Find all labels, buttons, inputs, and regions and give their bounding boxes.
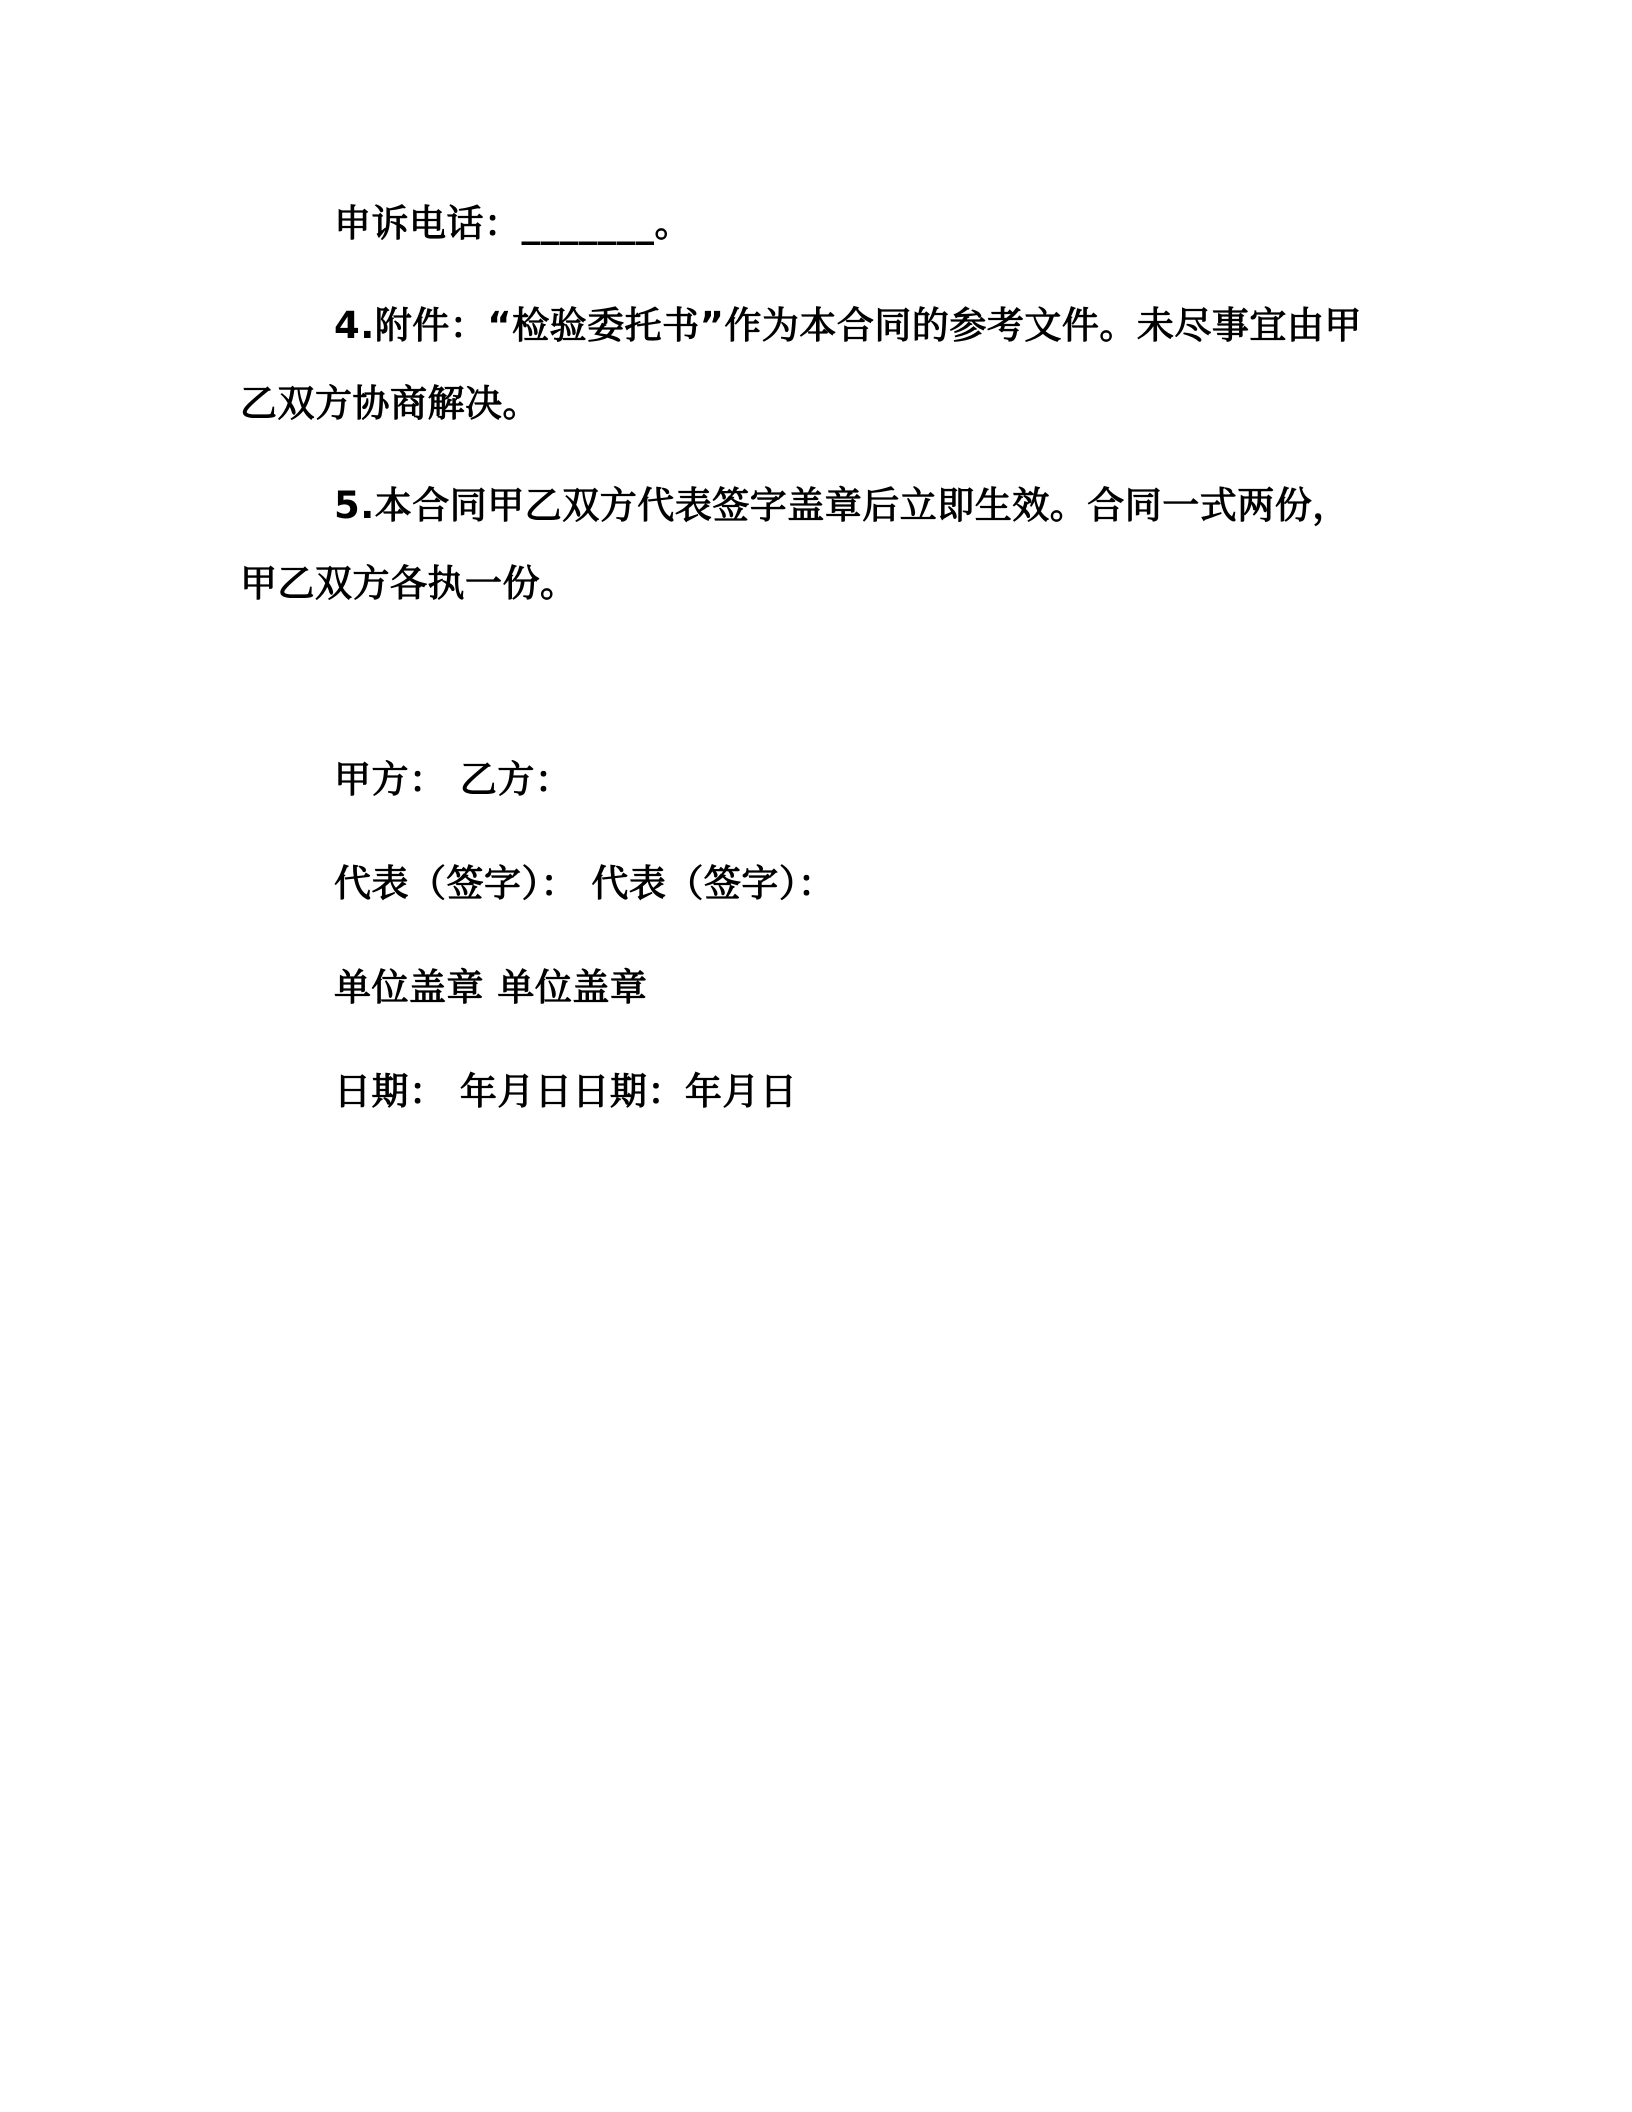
- date-labels: 日期： 年月日日期：年月日: [334, 1070, 798, 1113]
- signature-block: [240, 741, 1370, 1131]
- company-seal-labels: 单位盖章 单位盖章: [334, 966, 648, 1009]
- paragraph-spacer: [240, 263, 1370, 287]
- document-body: [240, 185, 1370, 1157]
- complaint-phone-line: 申诉电话：_______。: [334, 202, 692, 245]
- party-labels: 甲方： 乙方：: [334, 758, 573, 801]
- paragraph-spacer: [240, 443, 1370, 467]
- clause-5-effectiveness: 5.本合同甲乙双方代表签字盖章后立即生效。合同一式两份，甲乙双方各执一份。: [240, 484, 1350, 605]
- clause-4-attachment: 4.附件：“检验委托书”作为本合同的参考文件。未尽事宜由甲乙双方协商解决。: [240, 304, 1362, 425]
- section-spacer: [240, 623, 1370, 741]
- representative-signature-labels: 代表（签字）： 代表（签字）：: [334, 862, 836, 905]
